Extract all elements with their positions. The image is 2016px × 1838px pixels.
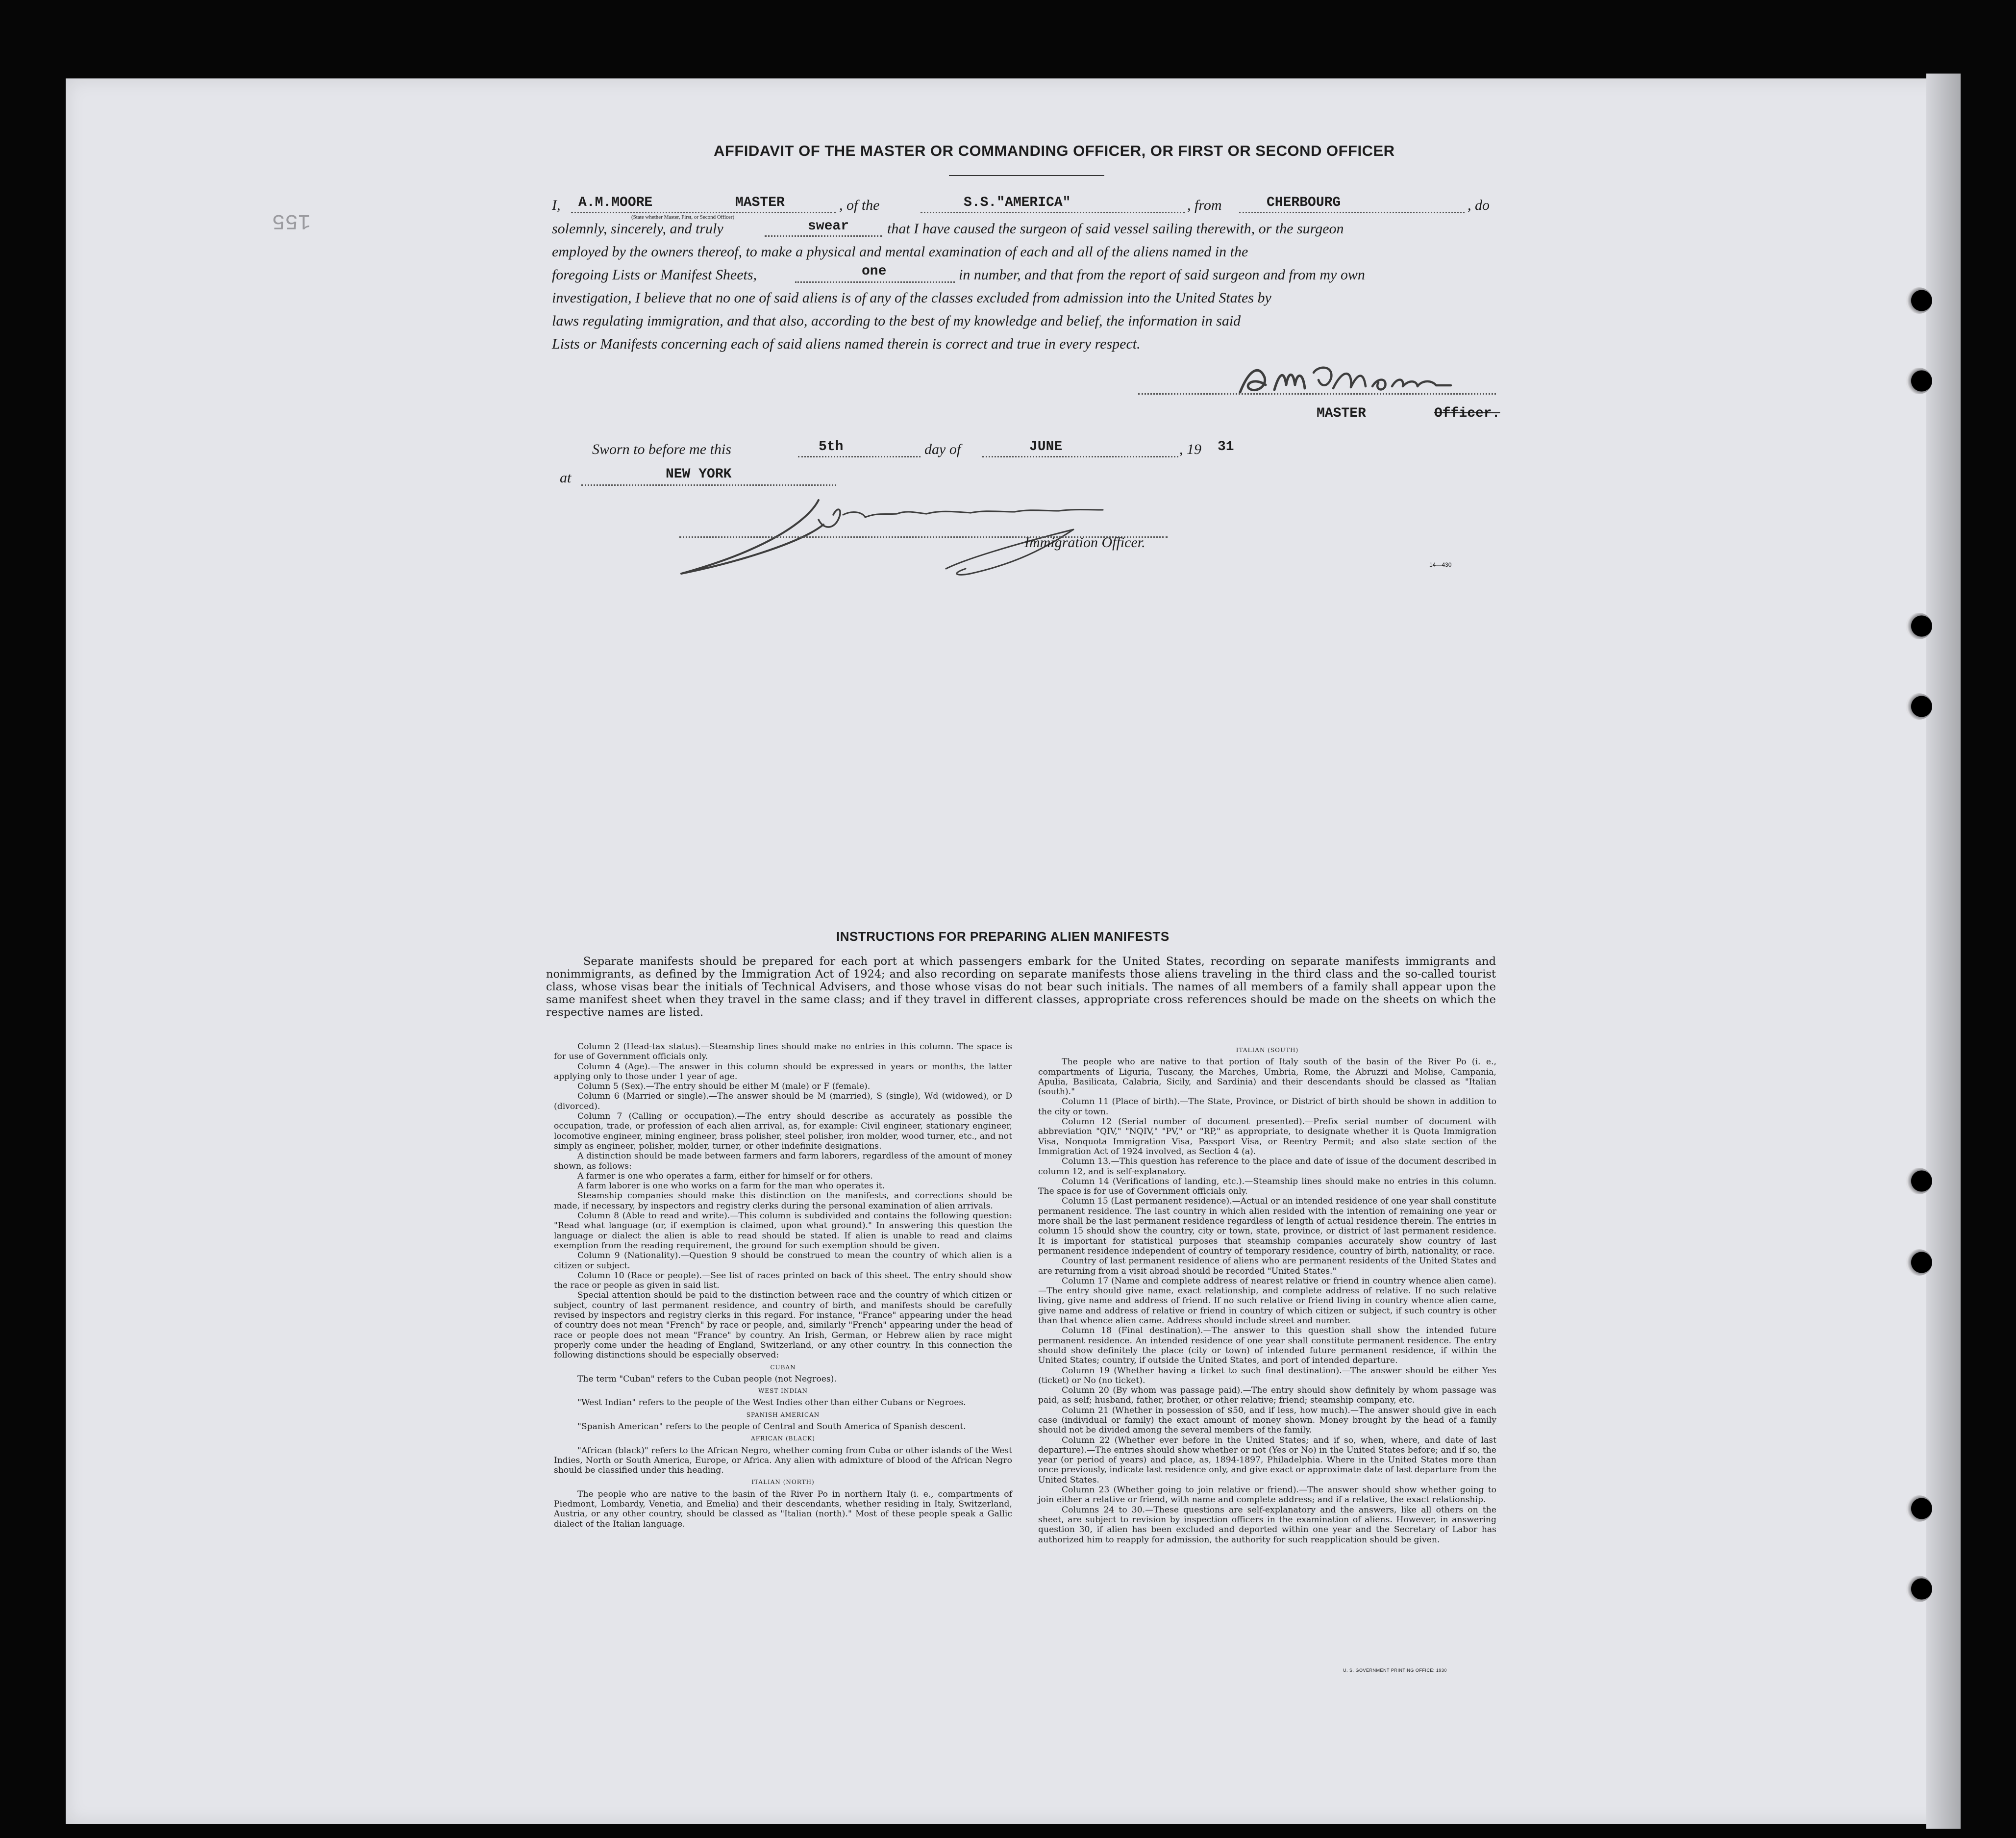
- instruction-paragraph: The people who are native to the basin of the River Po in northern Italy (i. e., compartments of Piedmont, Lombardy, Venetia, and Emelia) and their descendants, whether residing in Italy, Switzerland, Austria, or any other country, should be classed as "Italian (north)." Most of these people speak a Gallic dialect of the Italian language.: [554, 1489, 1012, 1529]
- section-heading: ITALIAN (NORTH): [751, 1479, 815, 1486]
- instructions-title: INSTRUCTIONS FOR PREPARING ALIEN MANIFESTS: [836, 929, 1170, 944]
- sheet-count: one: [862, 264, 887, 279]
- sheet-edge: [1926, 74, 1961, 1829]
- line4-post: in number, and that from the report of said surgeon and from my own: [959, 267, 1365, 283]
- section-heading: CUBAN: [770, 1363, 796, 1371]
- line5: investigation, I believe that no one of said aliens is of any of the classes excluded from admission into the United States by: [552, 290, 1271, 306]
- master-signature: [1235, 358, 1461, 402]
- line4-pre: foregoing Lists or Manifest Sheets,: [552, 267, 757, 283]
- instruction-paragraph: "African (black)" refers to the African Negro, whether coming from Cuba or other islands of the West Indies, North or South America, Europe, or Africa. Any alien with admixture of blood of the African Negro should be classified under this heading.: [554, 1445, 1012, 1476]
- instructions-right-column: [1038, 1043, 1496, 1545]
- instruction-paragraph: Column 13.—This question has reference to the place and date of issue of the document described in column 12, and is self-explanatory.: [1038, 1157, 1496, 1177]
- binder-hole: [1906, 1168, 1932, 1194]
- line6: laws regulating immigration, and that also, according to the best of my knowledge and belief, the information in said: [552, 313, 1241, 329]
- instruction-paragraph: Column 22 (Whether ever before in the United States; and if so, when, where, and date of last departure).—The entries should show whether or not (Yes or No) in the United States before; and if so, the year (or period of years) and place, as, 1894-1897, Philadelphia. Where in the United States more than once previously, indicate last residence only, and give exact or approximate date of last departure from the United States.: [1038, 1435, 1496, 1485]
- section-heading: AFRICAN (BLACK): [751, 1435, 815, 1442]
- signer-title-struck: Officer.: [1434, 406, 1500, 421]
- instruction-paragraph: Column 8 (Able to read and write).—This column is subdivided and contains the following question: "Read what language (or, if exemption is claimed, upon what ground)." In answering this question the language or dialect the alien is able to read should be stated. If alien is unable to read and claims exemption from the reading requirement, the ground for such exemption should be given.: [554, 1211, 1012, 1251]
- sworn-pre: Sworn to before me this: [592, 441, 731, 457]
- instruction-paragraph: "West Indian" refers to the people of the West Indies other than either Cubans or Negroes.: [577, 1398, 966, 1408]
- title-underline: [949, 175, 1104, 176]
- instruction-paragraph: A distinction should be made between farmers and farm laborers, regardless of the amount of money shown, as follows:: [554, 1151, 1012, 1171]
- sworn-month: JUNE: [1029, 439, 1063, 454]
- instruction-paragraph: Steamship companies should make this distinction on the manifests, and corrections should be made, if necessary, by inspectors and registry clerks during the personal examination of alien arrivals.: [554, 1191, 1012, 1211]
- departure-port: CHERBOURG: [1267, 195, 1341, 210]
- instruction-paragraph: Column 14 (Verifications of landing, etc.).—Steamship lines should make no entries in this column. The space is for use of Government officials only.: [1038, 1176, 1496, 1197]
- instruction-paragraph: Column 5 (Sex).—The entry should be either M (male) or F (female).: [577, 1082, 871, 1092]
- place-field-line: [581, 484, 836, 486]
- instruction-paragraph: Column 6 (Married or single).—The answer should be M (married), S (single), Wd (widowed), or D (divorced).: [554, 1091, 1012, 1111]
- printer-note: U. S. GOVERNMENT PRINTING OFFICE: 1930: [1343, 1668, 1447, 1673]
- instruction-paragraph: The term "Cuban" refers to the Cuban people (not Negroes).: [577, 1374, 837, 1384]
- line1-i: I,: [552, 197, 561, 213]
- instruction-paragraph: Column 9 (Nationality).—Question 9 should be construed to mean the country of which alien is a citizen or subject.: [554, 1251, 1012, 1271]
- line2-post: that I have caused the surgeon of said vessel sailing therewith, or the surgeon: [887, 221, 1344, 237]
- ship-name: S.S."AMERICA": [964, 195, 1071, 210]
- at-label: at: [560, 470, 572, 486]
- section-heading: ITALIAN (SOUTH): [1236, 1047, 1299, 1054]
- page-number-stamp: 155: [272, 208, 311, 233]
- master-signature-line: [1138, 393, 1496, 395]
- section-heading: SPANISH AMERICAN: [746, 1411, 820, 1418]
- instructions-left-column: [554, 1042, 1012, 1529]
- line1-do: , do: [1468, 197, 1490, 213]
- instruction-paragraph: Country of last permanent residence of aliens who are permanent residents of the United States and are returning from a visit abroad should be recorded "United States.": [1038, 1256, 1496, 1276]
- sworn-year-prefix: , 19: [1179, 441, 1201, 457]
- port-field-line: [1239, 212, 1465, 213]
- name-field-line: [571, 212, 836, 213]
- form-code: 14—430: [1429, 561, 1452, 568]
- sworn-year: 31: [1218, 439, 1234, 454]
- binder-hole: [1906, 287, 1932, 314]
- instruction-paragraph: Column 17 (Name and complete address of nearest relative or friend in country whence alien came).—The entry should give name, exact relationship, and complete address of relative. If no such relative living, give name and address of friend. If no such relative or friend living in country whence alien came, give name and address of relative or friend in country of which citizen or subject, if such country is other than that whence alien came. Address should include street and number.: [1038, 1276, 1496, 1326]
- binder-hole: [1906, 693, 1932, 720]
- month-field-line: [982, 456, 1178, 457]
- signer-title: MASTER: [1317, 406, 1366, 421]
- officer-label: Immigration Officer.: [1024, 534, 1145, 551]
- instruction-paragraph: Column 12 (Serial number of document presented).—Prefix serial number of document with abbreviation "QIV," "NQIV," "PV," or "RP," as appropriate, to designate whether it is Quota Immigration Visa, Nonquota Immigration Visa, Passport Visa, or Reentry Permit; and also state section of the Immigration Act of 1924 involved, as Section 4 (a).: [1038, 1117, 1496, 1157]
- binder-hole: [1906, 1495, 1932, 1522]
- line7: Lists or Manifests concerning each of said aliens named therein is correct and true in every respect.: [552, 336, 1141, 352]
- instruction-paragraph: Column 7 (Calling or occupation).—The entry should describe as accurately as possible the occupation, trade, or profession of each alien arrival, as, for example: Civil engineer, stationary engineer, locomotive engineer, mining engineer, brass polisher, steel polisher, iron molder, wood turner, etc., and not simply as engineer, polisher, molder, turner, or other indefinite designations.: [554, 1111, 1012, 1151]
- instruction-paragraph: The people who are native to that portion of Italy south of the basin of the River Po (i. e., compartments of Liguria, Tuscany, the Marches, Umbria, Rome, the Abruzzi and Molise, Campania, Apulia, Basilicata, Calabria, Sicily, and Sardinia) and their descendants should be classed as "Italian (south).": [1038, 1057, 1496, 1097]
- instruction-paragraph: A farmer is one who operates a farm, either for himself or for others.: [577, 1171, 873, 1181]
- instruction-paragraph: Column 18 (Final destination).—The answer to this question shall show the intended future permanent residence. An intended residence of one year shall constitute permanent residence. The entry should show definitely the place (city or town) of intended future permanent residence, if within the United States; country, if outside the United States, and port of intended departure.: [1038, 1326, 1496, 1366]
- rank-note: (State whether Master, First, or Second Officer): [631, 214, 735, 220]
- instruction-paragraph: A farm laborer is one who works on a farm for the man who operates it.: [577, 1181, 885, 1191]
- affidavit-title: AFFIDAVIT OF THE MASTER OR COMMANDING OFFICER, OR FIRST OR SECOND OFFICER: [714, 142, 1395, 159]
- instruction-paragraph: Column 2 (Head-tax status).—Steamship lines should make no entries in this column. The space is for use of Government officials only.: [554, 1042, 1012, 1062]
- line2-pre: solemnly, sincerely, and truly: [552, 221, 723, 237]
- section-heading: WEST INDIAN: [758, 1387, 808, 1395]
- instructions-intro: Separate manifests should be prepared for each port at which passengers embark for the United States, recording on separate manifests immigrants and nonimmigrants, as defined by the Immigration Act of 1924; and also recording on separate manifests those aliens traveling in the third class and the so-called tourist class, whose visas bear the initials of Technical Advisers, and those whose visas do not bear such initials. The names of all members of a family shall appear upon the same manifest sheet when they travel in the same class; and if they travel in different classes, appropriate cross references should be made on the sheets on which the respective names are listed.: [546, 955, 1496, 1019]
- instruction-paragraph: Column 10 (Race or people).—See list of races printed on back of this sheet. The entry should show the race or people as given in said list.: [554, 1270, 1012, 1291]
- binder-hole: [1906, 1576, 1932, 1602]
- instruction-paragraph: Column 20 (By whom was passage paid).—The entry should show definitely by whom passage was paid, as self; husband, father, brother, or other relative; friend; steamship company, etc.: [1038, 1385, 1496, 1406]
- instruction-paragraph: Column 4 (Age).—The answer in this column should be expressed in years or months, the latter applying only to those under 1 year of age.: [554, 1061, 1012, 1082]
- line1-from: , from: [1187, 197, 1222, 213]
- line3: employed by the owners thereof, to make a physical and mental examination of each and all of the aliens named in the: [552, 244, 1248, 260]
- instruction-paragraph: Column 23 (Whether going to join relative or friend).—The answer should show whether going to join either a relative or friend, with name and complete address; and if a relative, the exact relationship.: [1038, 1485, 1496, 1505]
- binder-hole: [1906, 1249, 1932, 1276]
- sworn-day-of: day of: [924, 441, 961, 457]
- master-rank: MASTER: [735, 195, 785, 210]
- oath-field-line: [765, 235, 882, 237]
- binder-hole: [1906, 368, 1932, 394]
- instruction-paragraph: Special attention should be paid to the distinction between race and the country of which citizen or subject, country of last permanent residence, and country of birth, and manifests should be carefully revised by inspectors and registry clerks in this regard. For instance, "France" appearing under the head of country does not mean "French" by race or people, and, similarly "French" appearing under the head of race or people does not mean "France" by country. An Irish, German, or Hebrew alien by race might properly come under the heading of England, Switzerland, or any other country. In this connection the following distinctions should be especially observed:: [554, 1290, 1012, 1360]
- count-field-line: [795, 281, 955, 283]
- master-name: A.M.MOORE: [578, 195, 653, 210]
- day-field-line: [798, 456, 921, 457]
- instruction-paragraph: Columns 24 to 30.—These questions are self-explanatory and the answers, like all others on the sheet, are subject to revision by inspection officers in the examination of aliens. However, in answering question 30, if alien has been excluded and deported within one year and the Secretary of Labor has authorized him to reapply for admission, the authority for such reapplication should be given.: [1038, 1505, 1496, 1545]
- binder-hole: [1906, 613, 1932, 639]
- instruction-paragraph: Column 11 (Place of birth).—The State, Province, or District of birth should be shown in addition to the city or town.: [1038, 1097, 1496, 1117]
- instruction-paragraph: "Spanish American" refers to the people of Central and South America of Spanish descent.: [577, 1421, 966, 1432]
- instruction-paragraph: Column 19 (Whether having a ticket to such final destination).—The answer should be either Yes (ticket) or No (no ticket).: [1038, 1365, 1496, 1385]
- line1-of-the: , of the: [839, 197, 880, 213]
- sworn-day: 5th: [819, 439, 844, 454]
- sworn-place: NEW YORK: [666, 467, 732, 482]
- instruction-paragraph: Column 15 (Last permanent residence).—Actual or an intended residence of one year shall constitute permanent residence. The last country in which alien resided with the intention of remaining one year or more shall be the last permanent residence regardless of length of actual residence therein. The entries in column 15 should show the country, city or town, state, province, or district of last permanent residence. It is important for statistical purposes that steamship companies accurately show country of last permanent residence independent of country of temporary residence, country of birth, nationality, or race.: [1038, 1196, 1496, 1256]
- ship-field-line: [921, 212, 1185, 213]
- oath-word: swear: [808, 219, 849, 234]
- instruction-paragraph: Column 21 (Whether in possession of $50, and if less, how much).—The answer should give in each case (individual or family) the exact amount of money shown. Money brought by the head of a family should not be divided among the several members of the family.: [1038, 1405, 1496, 1435]
